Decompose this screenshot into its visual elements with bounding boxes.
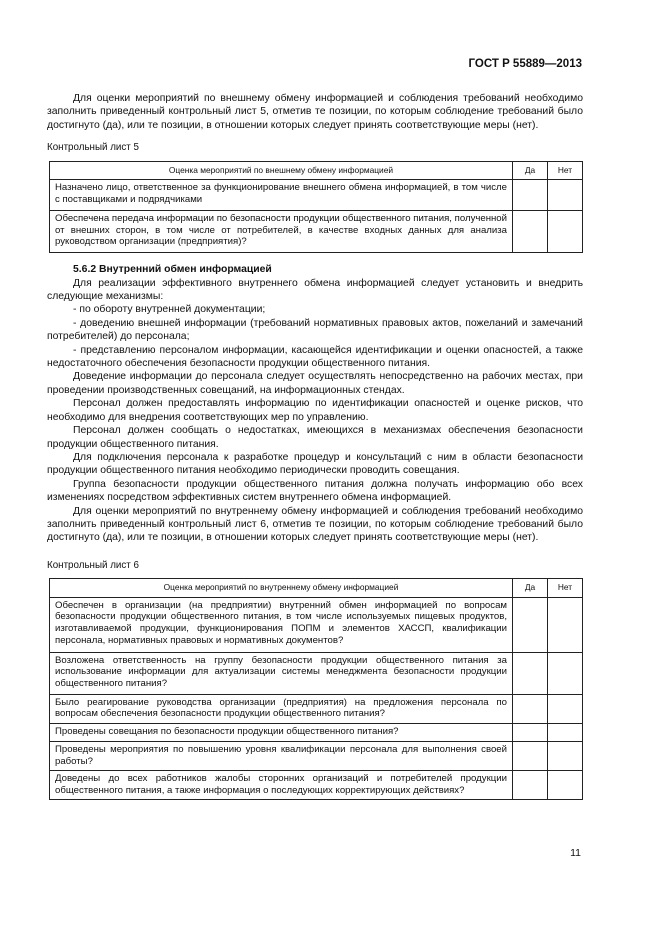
table-row xyxy=(50,694,583,723)
document-code: ГОСТ Р 55889—2013 xyxy=(468,58,582,70)
list-item: - по обороту внутренней документации; xyxy=(73,304,266,316)
column-header-yes: Да xyxy=(513,579,548,598)
yes-checkbox-cell[interactable] xyxy=(513,771,548,800)
no-checkbox-cell[interactable] xyxy=(548,211,583,253)
table-row xyxy=(50,597,583,652)
column-header-no: Нет xyxy=(548,161,583,180)
section-paragraph: Персонал должен предоставлять информацию по идентификации опасностей и оценке рисков, что необходимо для внедрения соответствующих мер по управлению. xyxy=(47,398,583,423)
table-row xyxy=(50,723,583,741)
yes-checkbox-cell[interactable] xyxy=(513,741,548,770)
column-header-no: Нет xyxy=(548,579,583,598)
table-cell-text: Проведены совещания по безопасности продукции общественного питания? xyxy=(50,723,513,741)
table-row xyxy=(50,211,583,253)
column-header-assessment: Оценка мероприятий по внутреннему обмену информацией xyxy=(50,579,513,598)
table-cell-text: Обеспечена передача информации по безопасности продукции общественного питания, полученной от внешних сторон, в том числе от потребителей, в качестве входных данных для анализа руководством организации (предприятия)? xyxy=(50,211,513,253)
table-row xyxy=(50,741,583,770)
table6-caption: Контрольный лист 6 xyxy=(47,559,139,571)
table-cell-text: Назначено лицо, ответственное за функционирование внешнего обмена информацией, в том числе с поставщиками и подрядчиками xyxy=(50,180,513,211)
yes-checkbox-cell[interactable] xyxy=(513,180,548,211)
column-header-assessment: Оценка мероприятий по внешнему обмену информацией xyxy=(50,161,513,180)
table-cell-text: Возложена ответственность на группу безопасности продукции общественного питания за использование информации для актуализации системы менеджмента безопасности продукции общественного питания? xyxy=(50,652,513,694)
table-cell-text: Обеспечен в организации (на предприятии) внутренний обмен информацией по вопросам безопасности продукции общественного питания, в том числе используемых пищевых продуктов, изготавливаемой продукции, функционирования ПОПМ и элементов ХАССП, квалификации персонала, нормативных правовых и нормативных документов? xyxy=(50,597,513,652)
no-checkbox-cell[interactable] xyxy=(548,180,583,211)
table-row xyxy=(50,652,583,694)
yes-checkbox-cell[interactable] xyxy=(513,211,548,253)
checklist-table-6 xyxy=(49,578,583,800)
list-item: - доведению внешней информации (требований нормативных правовых актов, пожеланий и замечаний потребителей) до персонала; xyxy=(47,317,583,343)
no-checkbox-cell[interactable] xyxy=(548,597,583,652)
yes-checkbox-cell[interactable] xyxy=(513,652,548,694)
table-cell-text: Было реагирование руководства организации (предприятия) на предложения персонала по вопросам обеспечения безопасности продукции общественного питания? xyxy=(50,694,513,723)
section-paragraph: Группа безопасности продукции общественного питания должна получать информацию обо всех изменениях посредством эффективных систем внутреннего обмена информацией. xyxy=(47,478,583,504)
page-number: 11 xyxy=(570,847,581,859)
no-checkbox-cell[interactable] xyxy=(548,741,583,770)
list-item: - представлению персоналом информации, касающейся идентификации и оценки опасностей, а также недостаточного обеспечения безопасности продукции общественного питания. xyxy=(47,344,583,370)
table-row xyxy=(50,180,583,211)
section-paragraph: Для оценки мероприятий по внутреннему обмену информацией и соблюдения требований необходимо заполнить приведенный контрольный лист 6, отметив те позиции, по которым соблюдение требований было достигнуто (да), или те позиции, в отношении которых следует принять соответствующие меры (нет). xyxy=(47,505,583,544)
table-cell-text: Доведены до всех работников жалобы сторонних организаций и потребителей продукции общественного питания, а также информация о последующих корректирующих действиях? xyxy=(50,771,513,800)
section-paragraph: Персонал должен сообщать о недостатках, имеющихся в механизмах обеспечения безопасности продукции общественного питания. xyxy=(47,425,583,450)
table-cell-text: Проведены мероприятия по повышению уровня квалификации персонала для выполнения своей работы? xyxy=(50,741,513,770)
section-paragraph: Для подключения персонала к разработке процедур и консультаций с ним в области безопасности продукции общественного питания необходимо периодически проводить совещания. xyxy=(47,451,583,477)
table-row xyxy=(50,771,583,800)
no-checkbox-cell[interactable] xyxy=(548,771,583,800)
checklist-table-5 xyxy=(49,161,583,254)
intro-paragraph: Для оценки мероприятий по внешнему обмену информацией и соблюдения требований необходимо заполнить приведенный контрольный лист 5, отметив те позиции, по которым соблюдение требований было достигнуто (да), или те позиции, в отношении которых следует принять соответствующие меры (нет). xyxy=(47,93,583,131)
yes-checkbox-cell[interactable] xyxy=(513,723,548,741)
page-content xyxy=(47,92,583,800)
section-paragraph: Для реализации эффективного внутреннего обмена информацией следует установить и внедрить следующие механизмы: xyxy=(47,277,583,303)
section-heading: 5.6.2 Внутренний обмен информацией xyxy=(73,264,272,276)
table5-caption: Контрольный лист 5 xyxy=(47,142,139,154)
no-checkbox-cell[interactable] xyxy=(548,694,583,723)
no-checkbox-cell[interactable] xyxy=(548,723,583,741)
table-header-row xyxy=(50,161,583,180)
no-checkbox-cell[interactable] xyxy=(548,652,583,694)
yes-checkbox-cell[interactable] xyxy=(513,597,548,652)
yes-checkbox-cell[interactable] xyxy=(513,694,548,723)
table-header-row xyxy=(50,579,583,598)
column-header-yes: Да xyxy=(513,161,548,180)
section-paragraph: Доведение информации до персонала следует осуществлять непосредственно на рабочих местах, при проведении производственных совещаний, на информационных стендах. xyxy=(47,371,583,396)
